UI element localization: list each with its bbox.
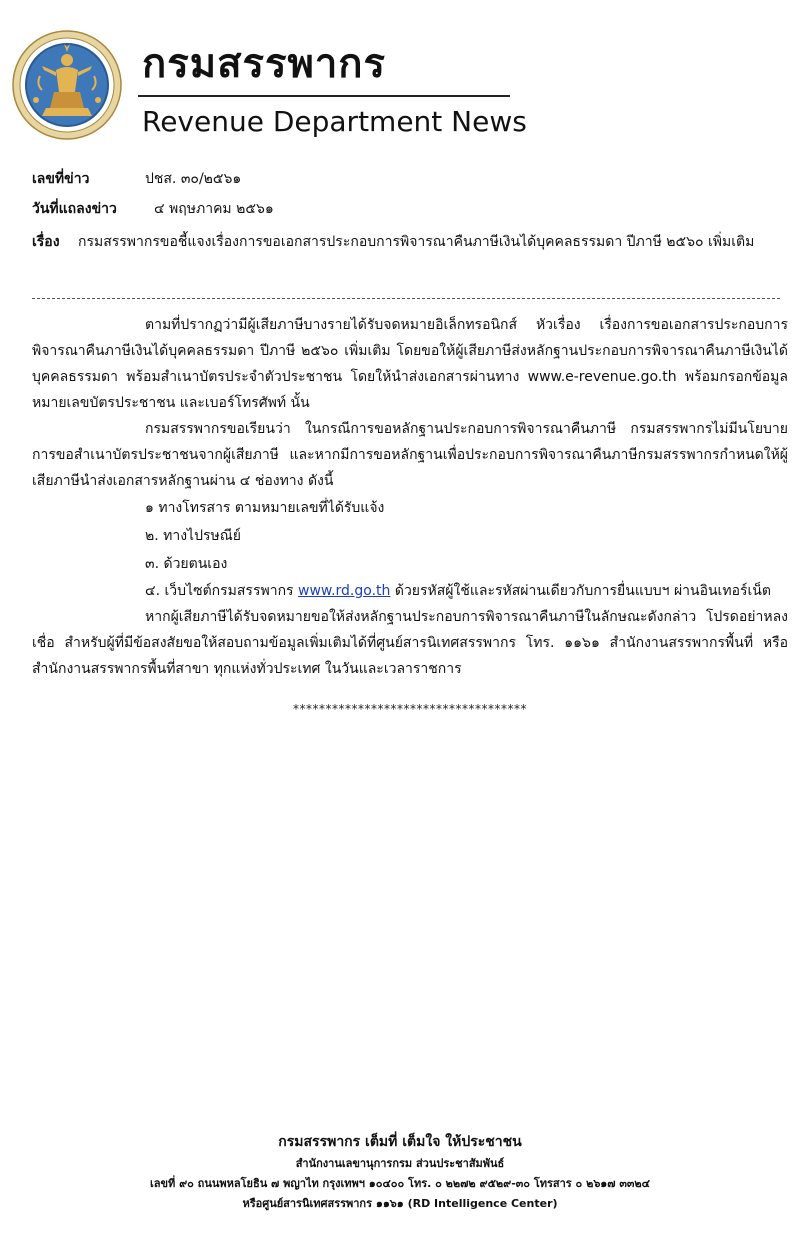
revenue-department-seal-icon	[12, 30, 122, 140]
end-of-news-marker: ************************************	[293, 702, 527, 716]
footer-office: สำนักงานเลขานุการกรม ส่วนประชาสัมพันธ์	[295, 1157, 505, 1170]
rd-website-link[interactable]: www.rd.go.th	[298, 583, 391, 599]
channel-item-website	[32, 578, 788, 604]
subject-value: กรมสรรพากรขอชี้แจงเรื่องการขอเอกสารประกอบการพิจารณาคืนภาษีเงินได้บุคคลธรรมดา ปีภาษี ๒๕๖๐ เพิ่มเติม	[78, 234, 755, 250]
release-date-value: ๔ พฤษภาคม ๒๕๖๑	[154, 201, 274, 217]
section-divider	[32, 298, 780, 299]
footer-slogan: กรมสรรพากร เต็มที่ เต็มใจ ให้ประชาชน	[278, 1134, 522, 1150]
news-body	[32, 312, 788, 722]
news-number-value: ปชส. ๓๐/๒๕๖๑	[145, 171, 242, 187]
channel-item-fax: ๑ ทางโทรสาร ตามหมายเลขที่ได้รับแจ้ง	[145, 500, 385, 516]
footer-address: เลขที่ ๙๐ ถนนพหลโยธิน ๗ พญาไท กรุงเทพฯ ๑๐๔๐๐ โทร. ๐ ๒๒๗๒ ๙๕๒๙-๓๐ โทรสาร ๐ ๒๖๑๗ ๓๓๒๔	[149, 1177, 651, 1190]
news-number-label: เลขที่ข่าว	[32, 171, 90, 187]
body-paragraph-1: ตามที่ปรากฏว่ามีผู้เสียภาษีบางรายได้รับจดหมายอิเล็กทรอนิกส์ หัวเรื่อง เรื่องการขอเอกสารประกอบการพิจารณาคืนภาษีเงินได้บุคคลธรรมดา ปีภาษี ๒๕๖๐ เพิ่มเติม โดยขอให้ผู้เสียภาษีส่งหลักฐานประกอบการพิจารณาคืนภาษีเงินได้บุคคลธรรมดา พร้อมสำเนาบัตรประจำตัวประชาชน โดยให้นำส่งเอกสารผ่านทาง www.e-revenue.go.th พร้อมกรอกข้อมูลหมายเลขบัตรประชาชน และเบอร์โทรศัพท์ นั้น	[32, 317, 788, 411]
channel-item-in-person: ๓. ด้วยตนเอง	[145, 556, 228, 572]
channel-item-website-prefix: ๔. เว็บไซต์กรมสรรพากร	[145, 583, 299, 599]
release-date-label: วันที่แถลงข่าว	[32, 201, 117, 217]
department-title-english: Revenue Department News	[142, 105, 527, 138]
release-date-row	[32, 197, 274, 221]
news-number-row	[32, 167, 241, 191]
subject-row	[32, 229, 792, 255]
footer-info-center: หรือศูนย์สารนิเทศสรรพากร ๑๑๖๑ (RD Intelligence Center)	[242, 1197, 558, 1210]
body-paragraph-3: หากผู้เสียภาษีได้รับจดหมายขอให้ส่งหลักฐานประกอบการพิจารณาคืนภาษีในลักษณะดังกล่าว โปรดอย่าหลงเชื่อ สำหรับผู้ที่มีข้อสงสัยขอให้สอบถามข้อมูลเพิ่มเติมได้ที่ศูนย์สารนิเทศสรรพากร โทร. ๑๑๖๑ สำนักงานสรรพากรพื้นที่ หรือสำนักงานสรรพากรพื้นที่สาขา ทุกแห่งทั่วประเทศ ในวันและเวลาราชการ	[32, 609, 788, 677]
channel-item-website-suffix: ด้วยรหัสผู้ใช้และรหัสผ่านเดียวกับการยื่นแบบฯ ผ่านอินเทอร์เน็ต	[390, 583, 771, 599]
channel-item-post: ๒. ทางไปรษณีย์	[145, 528, 241, 544]
page-footer	[0, 1130, 800, 1214]
body-paragraph-2: กรมสรรพากรขอเรียนว่า ในกรณีการขอหลักฐานประกอบการพิจารณาคืนภาษี กรมสรรพากรไม่มีนโยบายการขอสำเนาบัตรประชาชนจากผู้เสียภาษี และหากมีการขอหลักฐานเพื่อประกอบการพิจารณาคืนภาษีกรมสรรพากรกำหนดให้ผู้เสียภาษีนำส่งเอกสารหลักฐานผ่าน ๔ ช่องทาง ดังนี้	[32, 421, 788, 489]
title-divider	[138, 95, 510, 97]
subject-label: เรื่อง	[32, 234, 60, 250]
department-title-thai: กรมสรรพากร	[142, 41, 386, 87]
